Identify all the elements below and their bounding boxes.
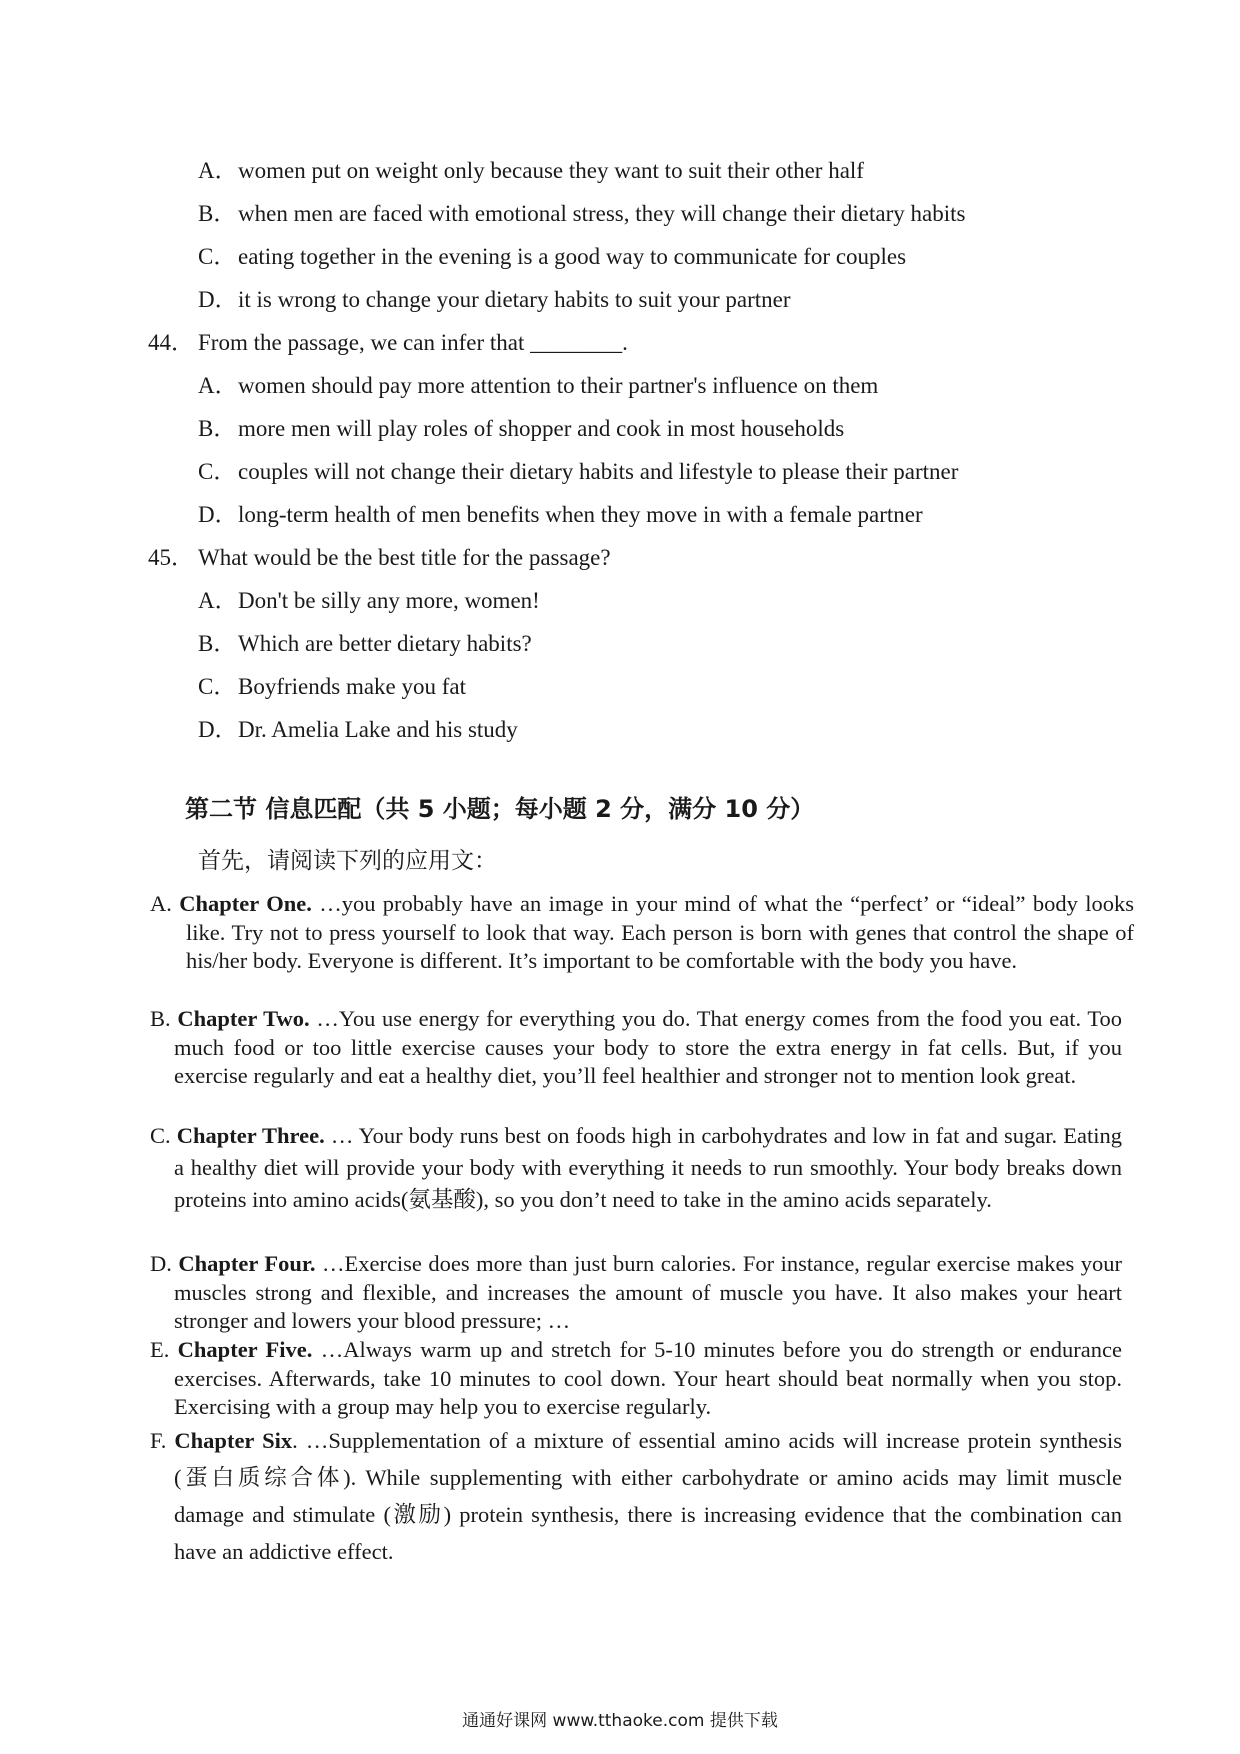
option-letter: C． — [198, 674, 237, 699]
chapter-text: …Always warm up and stretch for 5-10 minutes before you do strength or endurance exercises. Afterwards, take 10 minutes to cool down. Your heart should beat normally when you stop. Exercising with a group may help you to exercise regularly. — [174, 1337, 1122, 1419]
list-item — [198, 414, 844, 444]
chapter-f-paragraph — [150, 1422, 1122, 1570]
chapter-label: B. — [150, 1006, 171, 1031]
chapter-heading: Chapter Four. — [178, 1251, 316, 1276]
option-text: women put on weight only because they want to suit their other half — [238, 158, 864, 183]
option-letter: B． — [198, 201, 237, 226]
chapter-text: …Exercise does more than just burn calories. For instance, regular exercise makes your muscles strong and flexible, and increases the amount of muscle you have. It also makes your heart stronger and lowers your blood pressure; … — [174, 1251, 1122, 1333]
option-text: Dr. Amelia Lake and his study — [238, 717, 518, 742]
chapter-heading: Chapter One. — [179, 891, 312, 916]
option-text: it is wrong to change your dietary habits to suit your partner — [238, 287, 791, 312]
list-item — [198, 199, 965, 229]
list-item — [198, 586, 540, 616]
list-item — [198, 715, 518, 745]
chapter-heading: Chapter Six — [174, 1428, 293, 1453]
option-text: eating together in the evening is a good way to communicate for couples — [238, 244, 907, 269]
chapter-heading: Chapter Five. — [177, 1337, 313, 1362]
option-letter: D． — [198, 287, 238, 312]
option-text: Don't be silly any more, women! — [238, 588, 540, 613]
option-letter: C． — [198, 459, 237, 484]
chapter-e-paragraph — [150, 1336, 1122, 1422]
option-text: when men are faced with emotional stress, they will change their dietary habits — [238, 201, 966, 226]
chapter-c-paragraph — [150, 1120, 1122, 1216]
list-item — [198, 285, 791, 315]
option-letter: B． — [198, 416, 237, 441]
option-letter: B． — [198, 631, 237, 656]
question-44-stem — [148, 328, 628, 358]
question-45-stem — [148, 543, 611, 573]
list-item — [198, 672, 466, 702]
list-item — [198, 371, 878, 401]
question-number: 45． — [148, 545, 194, 570]
chapter-label: A. — [150, 891, 172, 916]
option-letter: A． — [198, 158, 238, 183]
chapter-text: … Your body runs best on foods high in carbohydrates and low in fat and sugar. Eating a healthy diet will provide your body with everything it needs to run smoothly. Your body breaks down proteins into amino acids(氨基酸), so you don’t need to take in the amino acids separately. — [174, 1123, 1122, 1212]
chapter-heading: Chapter Three. — [176, 1123, 325, 1148]
chapter-text: …you probably have an image in your mind of what the “perfect’ or “ideal” body looks like. Try not to press yourself to look that way. Each person is born with genes that control the shape of his/her body. Everyone is different. It’s important to be comfortable with the body you have. — [186, 891, 1134, 973]
option-letter: D． — [198, 502, 238, 527]
option-text: couples will not change their dietary habits and lifestyle to please their partner — [238, 459, 959, 484]
chapter-label: E. — [150, 1337, 170, 1362]
option-letter: D． — [198, 717, 238, 742]
list-item — [198, 457, 958, 487]
footer-text: 通通好课网 www.tthaoke.com 提供下载 — [462, 1711, 778, 1731]
option-letter: C． — [198, 244, 237, 269]
option-letter: A． — [198, 373, 238, 398]
chapter-label: D. — [150, 1251, 172, 1276]
chapter-d-paragraph — [150, 1250, 1122, 1336]
section-intro: 首先，请阅读下列的应用文： — [198, 848, 497, 874]
option-letter: A． — [198, 588, 238, 613]
option-text: Boyfriends make you fat — [238, 674, 467, 699]
chapter-label: C. — [150, 1123, 171, 1148]
list-item — [198, 242, 906, 272]
question-text: What would be the best title for the passage? — [198, 545, 611, 570]
chapter-heading: Chapter Two. — [177, 1006, 310, 1031]
option-text: Which are better dietary habits? — [238, 631, 532, 656]
chapter-label: F. — [150, 1428, 167, 1453]
list-item — [198, 156, 864, 186]
list-item — [198, 500, 923, 530]
list-item — [198, 629, 532, 659]
question-text: From the passage, we can infer that ________. — [198, 330, 628, 355]
chapter-text: …You use energy for everything you do. That energy comes from the food you eat. Too much food or too little exercise causes your body to store the extra energy in fat cells. But, if you exercise regularly and eat a healthy diet, you’ll feel healthier and stronger not to mention look great. — [174, 1006, 1123, 1088]
option-text: more men will play roles of shopper and cook in most households — [238, 416, 845, 441]
chapter-b-paragraph — [150, 1005, 1122, 1091]
question-number: 44． — [148, 330, 194, 355]
option-text: long-term health of men benefits when they move in with a female partner — [238, 502, 923, 527]
chapter-text: . …Supplementation of a mixture of essential amino acids will increase protein synthesis (蛋白质综合体). While supplementing with either carbohydrate or amino acids may limit muscle damage and stimulate (激励) protein synthesis, there is increasing evidence that the combination can have an addictive effect. — [174, 1428, 1122, 1564]
option-text: women should pay more attention to their partner's influence on them — [238, 373, 879, 398]
chapter-a-paragraph — [150, 890, 1134, 976]
section-title: 第二节 信息匹配（共 5 小题；每小题 2 分，满分 10 分） — [185, 795, 815, 823]
